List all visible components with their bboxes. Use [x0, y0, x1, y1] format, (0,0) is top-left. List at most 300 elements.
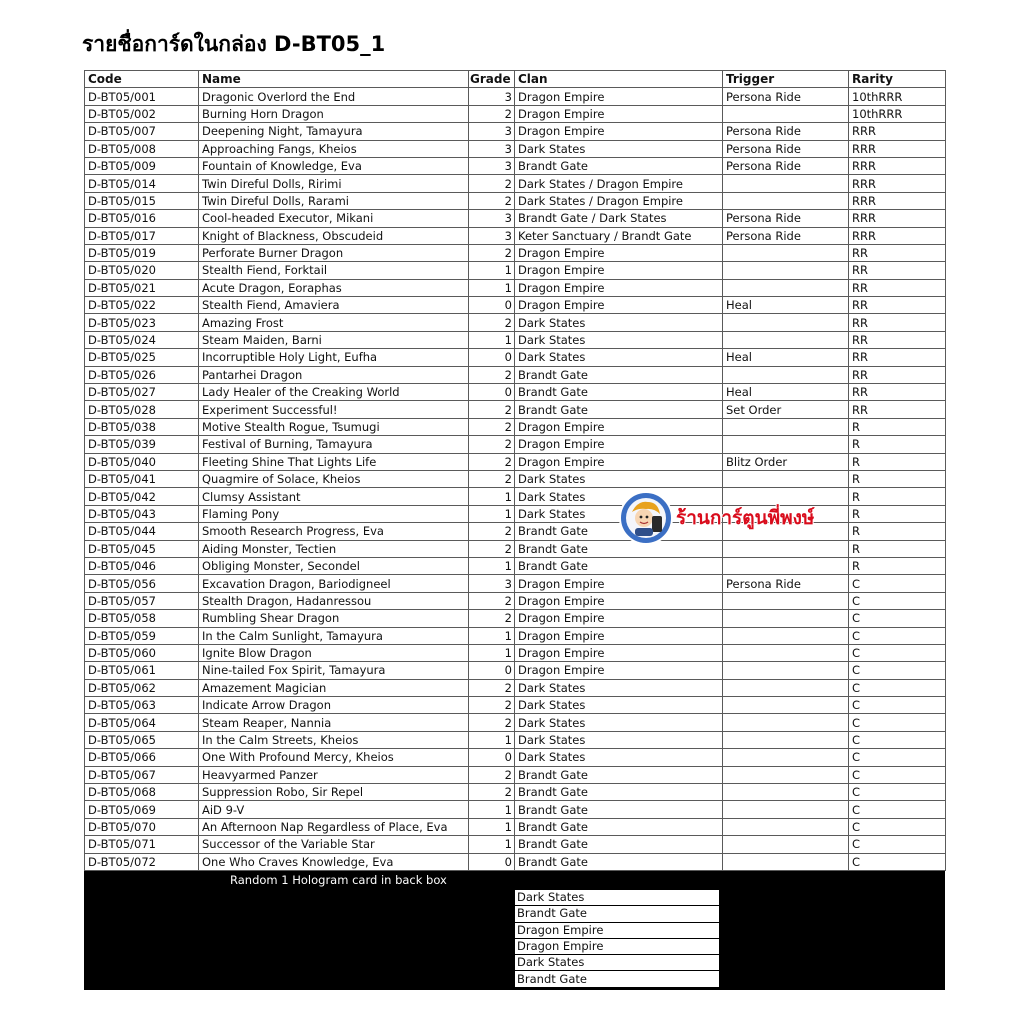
table-row [85, 192, 946, 209]
cell-name: Indicate Arrow Dragon [199, 697, 469, 714]
cell-name: Ignite Blow Dragon [199, 644, 469, 661]
cell-grade: 1 [469, 279, 515, 296]
hologram-note: Random 1 Hologram card in back box [230, 872, 447, 887]
cell-code: D-BT05/026 [85, 366, 199, 383]
table-row [85, 244, 946, 261]
cell-name: An Afternoon Nap Regardless of Place, Eva [199, 818, 469, 835]
cell-clan: Brandt Gate [515, 401, 723, 418]
cell-name: Approaching Fangs, Kheios [199, 140, 469, 157]
cell-grade: 3 [469, 157, 515, 174]
cell-rarity: C [849, 575, 946, 592]
list-item [515, 971, 720, 987]
cell-trigger [723, 314, 849, 331]
cell-grade: 1 [469, 818, 515, 835]
cell-grade: 3 [469, 575, 515, 592]
cell-rarity: R [849, 418, 946, 435]
cell-trigger [723, 853, 849, 870]
cell-clan: Dragon Empire [515, 453, 723, 470]
cell-name: Amazing Frost [199, 314, 469, 331]
table-row [85, 470, 946, 487]
cell-trigger: Heal [723, 349, 849, 366]
cell-rarity: RRR [849, 157, 946, 174]
cell-trigger [723, 697, 849, 714]
header-rarity: Rarity [849, 71, 946, 88]
cell-rarity: C [849, 801, 946, 818]
cell-name: One Who Craves Knowledge, Eva [199, 853, 469, 870]
cell-grade: 2 [469, 697, 515, 714]
cell-grade: 3 [469, 210, 515, 227]
cell-code: D-BT05/008 [85, 140, 199, 157]
table-row [85, 714, 946, 731]
cell-rarity: R [849, 470, 946, 487]
cell-code: D-BT05/001 [85, 88, 199, 105]
cell-code: D-BT05/071 [85, 836, 199, 853]
cell-rarity: R [849, 505, 946, 522]
cell-name: Twin Direful Dolls, Rarami [199, 192, 469, 209]
cell-grade: 2 [469, 784, 515, 801]
cell-trigger: Persona Ride [723, 575, 849, 592]
table-row [85, 157, 946, 174]
cell-clan: Dark States [515, 697, 723, 714]
cell-rarity: R [849, 523, 946, 540]
table-row [85, 697, 946, 714]
cell-rarity: 10thRRR [849, 105, 946, 122]
cell-rarity: RRR [849, 175, 946, 192]
cell-clan: Brandt Gate [515, 384, 723, 401]
cell-code: D-BT05/044 [85, 523, 199, 540]
table-row [85, 297, 946, 314]
cell-trigger [723, 505, 849, 522]
cell-clan: Dragon Empire [515, 436, 723, 453]
cell-name: Fleeting Shine That Lights Life [199, 453, 469, 470]
cell-clan: Dark States [515, 731, 723, 748]
cell-rarity: RRR [849, 140, 946, 157]
cell-trigger [723, 818, 849, 835]
cell-rarity: RR [849, 401, 946, 418]
cell-rarity: RR [849, 244, 946, 261]
cell-rarity: RR [849, 314, 946, 331]
hologram-clan: Dark States [515, 889, 720, 905]
cell-name: Motive Stealth Rogue, Tsumugi [199, 418, 469, 435]
cell-code: D-BT05/028 [85, 401, 199, 418]
cell-trigger: Persona Ride [723, 88, 849, 105]
cell-name: Rumbling Shear Dragon [199, 610, 469, 627]
cell-grade: 2 [469, 314, 515, 331]
cell-clan: Brandt Gate [515, 523, 723, 540]
cell-rarity: C [849, 610, 946, 627]
cell-grade: 2 [469, 679, 515, 696]
cell-trigger: Blitz Order [723, 453, 849, 470]
cell-clan: Dark States [515, 714, 723, 731]
cell-code: D-BT05/017 [85, 227, 199, 244]
cell-trigger [723, 331, 849, 348]
cell-clan: Dark States [515, 140, 723, 157]
cell-rarity: C [849, 749, 946, 766]
cell-name: Pantarhei Dragon [199, 366, 469, 383]
cell-trigger [723, 784, 849, 801]
header-clan: Clan [515, 71, 723, 88]
cell-grade: 2 [469, 766, 515, 783]
cell-clan: Dragon Empire [515, 297, 723, 314]
cell-rarity: C [849, 836, 946, 853]
cell-code: D-BT05/021 [85, 279, 199, 296]
table-row [85, 540, 946, 557]
table-row [85, 575, 946, 592]
cell-grade: 1 [469, 262, 515, 279]
cell-trigger [723, 731, 849, 748]
cell-grade: 0 [469, 662, 515, 679]
table-row [85, 175, 946, 192]
list-item [515, 906, 720, 922]
cell-name: Heavyarmed Panzer [199, 766, 469, 783]
cell-rarity: RR [849, 349, 946, 366]
cell-rarity: RR [849, 297, 946, 314]
cell-name: Obliging Monster, Secondel [199, 557, 469, 574]
cell-name: Aiding Monster, Tectien [199, 540, 469, 557]
cell-grade: 1 [469, 836, 515, 853]
cell-grade: 2 [469, 540, 515, 557]
cell-clan: Dragon Empire [515, 105, 723, 122]
cell-clan: Brandt Gate [515, 157, 723, 174]
cell-trigger: Persona Ride [723, 227, 849, 244]
cell-trigger [723, 192, 849, 209]
cell-rarity: RR [849, 331, 946, 348]
cell-name: Knight of Blackness, Obscudeid [199, 227, 469, 244]
document-title: รายชื่อการ์ดในกล่อง D-BT05_1 [82, 32, 386, 56]
cell-code: D-BT05/046 [85, 557, 199, 574]
cell-grade: 0 [469, 297, 515, 314]
header-trigger: Trigger [723, 71, 849, 88]
cell-rarity: C [849, 627, 946, 644]
cell-trigger [723, 714, 849, 731]
table-row [85, 105, 946, 122]
cell-grade: 1 [469, 331, 515, 348]
cell-rarity: RR [849, 366, 946, 383]
cell-name: Burning Horn Dragon [199, 105, 469, 122]
cell-grade: 3 [469, 227, 515, 244]
cell-name: Incorruptible Holy Light, Eufha [199, 349, 469, 366]
cell-clan: Dragon Empire [515, 418, 723, 435]
cell-code: D-BT05/065 [85, 731, 199, 748]
cell-grade: 1 [469, 644, 515, 661]
table-row [85, 784, 946, 801]
cell-trigger [723, 662, 849, 679]
cell-rarity: C [849, 662, 946, 679]
table-row [85, 801, 946, 818]
cell-name: Suppression Robo, Sir Repel [199, 784, 469, 801]
header-name: Name [199, 71, 469, 88]
cell-code: D-BT05/020 [85, 262, 199, 279]
table-row [85, 836, 946, 853]
cell-rarity: C [849, 679, 946, 696]
cell-clan: Dragon Empire [515, 644, 723, 661]
list-item [515, 938, 720, 954]
cell-clan: Brandt Gate [515, 784, 723, 801]
cell-name: Lady Healer of the Creaking World [199, 384, 469, 401]
cell-grade: 3 [469, 123, 515, 140]
cell-name: Successor of the Variable Star [199, 836, 469, 853]
cell-trigger [723, 679, 849, 696]
cell-trigger [723, 749, 849, 766]
cell-grade: 3 [469, 140, 515, 157]
header-row [85, 71, 946, 88]
table-row [85, 853, 946, 870]
cell-trigger: Set Order [723, 401, 849, 418]
cell-clan: Brandt Gate [515, 836, 723, 853]
cell-rarity: R [849, 453, 946, 470]
table-row [85, 279, 946, 296]
cell-name: Festival of Burning, Tamayura [199, 436, 469, 453]
cell-code: D-BT05/007 [85, 123, 199, 140]
cell-clan: Dark States / Dragon Empire [515, 192, 723, 209]
cell-name: Clumsy Assistant [199, 488, 469, 505]
cell-rarity: RRR [849, 123, 946, 140]
cell-clan: Dragon Empire [515, 279, 723, 296]
cell-code: D-BT05/039 [85, 436, 199, 453]
table-row [85, 262, 946, 279]
table-row [85, 731, 946, 748]
cell-grade: 0 [469, 384, 515, 401]
cell-trigger [723, 540, 849, 557]
card-rows [85, 88, 946, 871]
cell-code: D-BT05/043 [85, 505, 199, 522]
cell-grade: 2 [469, 436, 515, 453]
cell-code: D-BT05/067 [85, 766, 199, 783]
table-row [85, 644, 946, 661]
cell-trigger [723, 627, 849, 644]
cell-clan: Dragon Empire [515, 244, 723, 261]
table-row [85, 418, 946, 435]
cell-clan: Dark States [515, 488, 723, 505]
cell-grade: 2 [469, 453, 515, 470]
cell-trigger [723, 488, 849, 505]
cell-clan: Brandt Gate / Dark States [515, 210, 723, 227]
list-item [515, 955, 720, 971]
cell-clan: Dragon Empire [515, 627, 723, 644]
cell-trigger: Persona Ride [723, 123, 849, 140]
cell-trigger: Persona Ride [723, 157, 849, 174]
cell-rarity: C [849, 853, 946, 870]
cell-code: D-BT05/014 [85, 175, 199, 192]
table-row [85, 557, 946, 574]
cell-grade: 1 [469, 505, 515, 522]
cell-grade: 2 [469, 523, 515, 540]
cell-clan: Dark States [515, 749, 723, 766]
cell-trigger [723, 175, 849, 192]
cell-code: D-BT05/062 [85, 679, 199, 696]
hologram-clan: Dragon Empire [515, 938, 720, 954]
cell-trigger [723, 470, 849, 487]
cell-trigger [723, 244, 849, 261]
shop-watermark-text: ร้านการ์ตูนพี่พงษ์ [676, 507, 815, 529]
cell-rarity: C [849, 592, 946, 609]
cell-clan: Dark States [515, 349, 723, 366]
cell-name: In the Calm Streets, Kheios [199, 731, 469, 748]
cell-code: D-BT05/045 [85, 540, 199, 557]
cell-grade: 2 [469, 366, 515, 383]
cell-code: D-BT05/042 [85, 488, 199, 505]
cell-code: D-BT05/059 [85, 627, 199, 644]
cell-rarity: R [849, 436, 946, 453]
table-row [85, 523, 946, 540]
cell-code: D-BT05/057 [85, 592, 199, 609]
cell-name: In the Calm Sunlight, Tamayura [199, 627, 469, 644]
cell-rarity: R [849, 557, 946, 574]
cell-trigger [723, 523, 849, 540]
cell-trigger [723, 644, 849, 661]
cell-rarity: RRR [849, 210, 946, 227]
hologram-clan-list [514, 889, 720, 988]
cell-clan: Brandt Gate [515, 818, 723, 835]
cell-rarity: C [849, 644, 946, 661]
cell-name: Smooth Research Progress, Eva [199, 523, 469, 540]
table-row [85, 766, 946, 783]
cell-name: Stealth Fiend, Amaviera [199, 297, 469, 314]
cell-trigger [723, 279, 849, 296]
cell-name: Flaming Pony [199, 505, 469, 522]
cell-rarity: C [849, 766, 946, 783]
cell-grade: 2 [469, 244, 515, 261]
cell-name: Nine-tailed Fox Spirit, Tamayura [199, 662, 469, 679]
cell-clan: Dark States [515, 679, 723, 696]
cell-trigger [723, 418, 849, 435]
cell-grade: 2 [469, 192, 515, 209]
cell-grade: 2 [469, 714, 515, 731]
table-row [85, 818, 946, 835]
cell-code: D-BT05/016 [85, 210, 199, 227]
cell-trigger [723, 801, 849, 818]
cell-rarity: R [849, 488, 946, 505]
cell-code: D-BT05/063 [85, 697, 199, 714]
cell-rarity: R [849, 540, 946, 557]
table-row [85, 314, 946, 331]
cell-grade: 2 [469, 175, 515, 192]
cell-name: Steam Reaper, Nannia [199, 714, 469, 731]
cell-clan: Dragon Empire [515, 123, 723, 140]
hologram-clan-rows [515, 889, 720, 987]
cell-trigger [723, 262, 849, 279]
header-code: Code [85, 71, 199, 88]
cell-name: Perforate Burner Dragon [199, 244, 469, 261]
cell-name: Quagmire of Solace, Kheios [199, 470, 469, 487]
cell-code: D-BT05/061 [85, 662, 199, 679]
cell-rarity: C [849, 818, 946, 835]
cell-code: D-BT05/064 [85, 714, 199, 731]
table-row [85, 401, 946, 418]
cell-clan: Dragon Empire [515, 662, 723, 679]
hologram-clan: Dark States [515, 955, 720, 971]
table-row [85, 679, 946, 696]
cell-clan: Dark States [515, 314, 723, 331]
cell-grade: 2 [469, 610, 515, 627]
cell-grade: 2 [469, 470, 515, 487]
cell-code: D-BT05/072 [85, 853, 199, 870]
cell-clan: Dragon Empire [515, 610, 723, 627]
cell-name: Twin Direful Dolls, Ririmi [199, 175, 469, 192]
cell-name: Acute Dragon, Eoraphas [199, 279, 469, 296]
cell-name: One With Profound Mercy, Kheios [199, 749, 469, 766]
table-row [85, 384, 946, 401]
cell-clan: Dragon Empire [515, 262, 723, 279]
cell-grade: 0 [469, 853, 515, 870]
cell-code: D-BT05/024 [85, 331, 199, 348]
header-grade: Grade [469, 71, 515, 88]
cell-name: Excavation Dragon, Bariodigneel [199, 575, 469, 592]
cell-name: Dragonic Overlord the End [199, 88, 469, 105]
cell-rarity: RRR [849, 227, 946, 244]
cell-code: D-BT05/027 [85, 384, 199, 401]
cell-grade: 2 [469, 592, 515, 609]
table-row [85, 349, 946, 366]
cell-code: D-BT05/060 [85, 644, 199, 661]
cell-clan: Dark States [515, 331, 723, 348]
cell-grade: 2 [469, 401, 515, 418]
cell-trigger [723, 105, 849, 122]
cell-rarity: RR [849, 279, 946, 296]
cell-trigger: Heal [723, 384, 849, 401]
cell-grade: 0 [469, 349, 515, 366]
cell-code: D-BT05/025 [85, 349, 199, 366]
cell-grade: 0 [469, 749, 515, 766]
cell-code: D-BT05/019 [85, 244, 199, 261]
table-row [85, 592, 946, 609]
cell-code: D-BT05/022 [85, 297, 199, 314]
cell-grade: 3 [469, 88, 515, 105]
hologram-box [84, 871, 945, 990]
cell-name: Cool-headed Executor, Mikani [199, 210, 469, 227]
card-list-sheet [84, 70, 945, 990]
table-row [85, 123, 946, 140]
cell-clan: Dark States / Dragon Empire [515, 175, 723, 192]
cell-code: D-BT05/058 [85, 610, 199, 627]
cell-trigger [723, 436, 849, 453]
table-row [85, 627, 946, 644]
cell-rarity: RR [849, 384, 946, 401]
table-row [85, 749, 946, 766]
cell-clan: Dragon Empire [515, 592, 723, 609]
cell-clan: Keter Sanctuary / Brandt Gate [515, 227, 723, 244]
cell-grade: 2 [469, 418, 515, 435]
cell-trigger [723, 366, 849, 383]
cell-trigger [723, 836, 849, 853]
cell-code: D-BT05/002 [85, 105, 199, 122]
cell-code: D-BT05/056 [85, 575, 199, 592]
list-item [515, 889, 720, 905]
cell-clan: Brandt Gate [515, 540, 723, 557]
table-row [85, 331, 946, 348]
hologram-clan: Dragon Empire [515, 922, 720, 938]
cell-clan: Brandt Gate [515, 766, 723, 783]
cell-trigger: Heal [723, 297, 849, 314]
cell-code: D-BT05/040 [85, 453, 199, 470]
cell-rarity: C [849, 784, 946, 801]
table-row [85, 610, 946, 627]
cell-code: D-BT05/041 [85, 470, 199, 487]
cell-grade: 1 [469, 557, 515, 574]
cell-grade: 1 [469, 801, 515, 818]
cell-trigger: Persona Ride [723, 210, 849, 227]
table-row [85, 505, 946, 522]
hologram-clan: Brandt Gate [515, 971, 720, 987]
cell-name: Deepening Night, Tamayura [199, 123, 469, 140]
cell-trigger [723, 610, 849, 627]
cell-trigger [723, 592, 849, 609]
cell-name: Amazement Magician [199, 679, 469, 696]
cell-code: D-BT05/070 [85, 818, 199, 835]
cell-clan: Dark States [515, 505, 723, 522]
cell-grade: 1 [469, 627, 515, 644]
table-row [85, 227, 946, 244]
